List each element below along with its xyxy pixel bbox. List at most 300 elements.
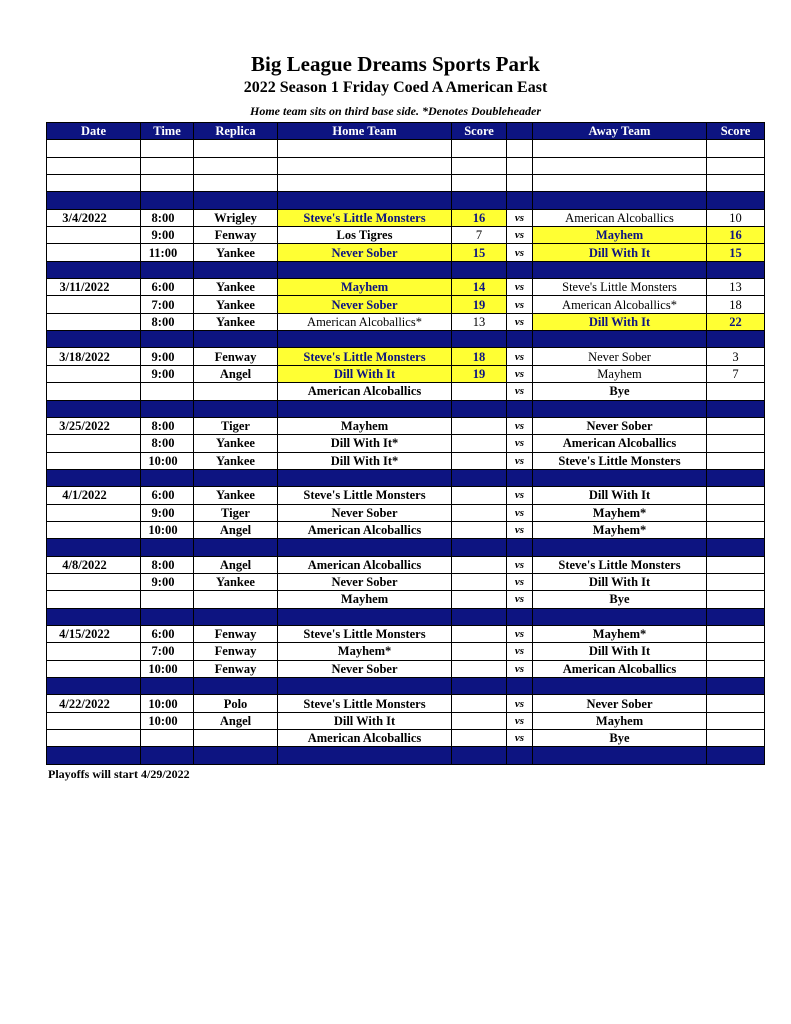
separator-cell xyxy=(533,747,707,764)
game-date xyxy=(47,227,141,244)
game-time: 9:00 xyxy=(141,365,194,382)
separator-cell xyxy=(707,331,765,348)
week-separator xyxy=(47,747,765,764)
separator-cell xyxy=(194,331,278,348)
separator-cell xyxy=(194,678,278,695)
home-team: Mayhem xyxy=(278,279,452,296)
home-score xyxy=(452,521,507,538)
game-field: Yankee xyxy=(194,452,278,469)
away-team: Steve's Little Monsters xyxy=(533,452,707,469)
separator-cell xyxy=(507,192,533,209)
game-row xyxy=(47,244,765,261)
game-row xyxy=(47,625,765,642)
game-time: 10:00 xyxy=(141,712,194,729)
separator-cell xyxy=(452,747,507,764)
away-score xyxy=(707,417,765,434)
game-field: Yankee xyxy=(194,279,278,296)
separator-cell xyxy=(707,747,765,764)
game-date xyxy=(47,521,141,538)
game-time xyxy=(141,730,194,747)
game-field: Yankee xyxy=(194,573,278,590)
game-date xyxy=(47,365,141,382)
schedule-body xyxy=(47,140,765,764)
home-team: Never Sober xyxy=(278,296,452,313)
game-date: 4/1/2022 xyxy=(47,487,141,504)
game-row xyxy=(47,383,765,400)
col-vs xyxy=(507,123,533,140)
away-team: Steve's Little Monsters xyxy=(533,556,707,573)
empty-cell xyxy=(194,157,278,174)
away-score xyxy=(707,625,765,642)
game-field xyxy=(194,591,278,608)
game-time: 6:00 xyxy=(141,279,194,296)
game-time xyxy=(141,383,194,400)
empty-cell xyxy=(533,157,707,174)
game-date xyxy=(47,712,141,729)
col-time: Time xyxy=(141,123,194,140)
separator-cell xyxy=(533,192,707,209)
game-field: Angel xyxy=(194,712,278,729)
empty-cell xyxy=(278,140,452,157)
empty-cell xyxy=(47,157,141,174)
game-row xyxy=(47,487,765,504)
away-score xyxy=(707,487,765,504)
game-row xyxy=(47,227,765,244)
separator-cell xyxy=(278,192,452,209)
home-team: Mayhem xyxy=(278,417,452,434)
vs-label: vs xyxy=(507,504,533,521)
empty-cell xyxy=(707,175,765,192)
home-team: Los Tigres xyxy=(278,227,452,244)
vs-label: vs xyxy=(507,417,533,434)
away-score xyxy=(707,504,765,521)
separator-cell xyxy=(452,331,507,348)
separator-cell xyxy=(452,469,507,486)
separator-cell xyxy=(278,469,452,486)
away-score xyxy=(707,660,765,677)
separator-cell xyxy=(194,539,278,556)
col-away-score: Score xyxy=(707,123,765,140)
away-score: 13 xyxy=(707,279,765,296)
vs-label: vs xyxy=(507,730,533,747)
home-score xyxy=(452,573,507,590)
game-field xyxy=(194,730,278,747)
separator-cell xyxy=(507,539,533,556)
game-date xyxy=(47,591,141,608)
home-team: American Alcoballics xyxy=(278,383,452,400)
game-time: 9:00 xyxy=(141,348,194,365)
away-team: American Alcoballics xyxy=(533,435,707,452)
separator-cell xyxy=(278,678,452,695)
vs-label: vs xyxy=(507,296,533,313)
home-score xyxy=(452,452,507,469)
away-team: Dill With It xyxy=(533,313,707,330)
playoffs-note: Playoffs will start 4/29/2022 xyxy=(48,767,190,781)
game-date: 3/18/2022 xyxy=(47,348,141,365)
game-time: 6:00 xyxy=(141,625,194,642)
separator-cell xyxy=(278,747,452,764)
home-score xyxy=(452,643,507,660)
home-score xyxy=(452,591,507,608)
game-field: Angel xyxy=(194,556,278,573)
separator-cell xyxy=(141,331,194,348)
game-time xyxy=(141,591,194,608)
game-time: 11:00 xyxy=(141,244,194,261)
game-date: 4/22/2022 xyxy=(47,695,141,712)
away-score xyxy=(707,643,765,660)
game-row xyxy=(47,296,765,313)
separator-cell xyxy=(47,747,141,764)
game-field: Yankee xyxy=(194,435,278,452)
week-separator xyxy=(47,539,765,556)
empty-row xyxy=(47,140,765,157)
empty-cell xyxy=(452,140,507,157)
separator-cell xyxy=(452,678,507,695)
game-time: 9:00 xyxy=(141,504,194,521)
week-separator xyxy=(47,469,765,486)
away-team: Never Sober xyxy=(533,417,707,434)
home-team: American Alcoballics* xyxy=(278,313,452,330)
home-team: American Alcoballics xyxy=(278,556,452,573)
separator-cell xyxy=(707,261,765,278)
separator-cell xyxy=(47,400,141,417)
empty-cell xyxy=(533,175,707,192)
separator-cell xyxy=(507,400,533,417)
away-score: 22 xyxy=(707,313,765,330)
game-time: 8:00 xyxy=(141,435,194,452)
home-score: 13 xyxy=(452,313,507,330)
away-team: Mayhem xyxy=(533,712,707,729)
game-time: 10:00 xyxy=(141,521,194,538)
empty-row xyxy=(47,157,765,174)
game-date xyxy=(47,383,141,400)
empty-cell xyxy=(278,157,452,174)
empty-cell xyxy=(507,157,533,174)
away-team: Bye xyxy=(533,591,707,608)
empty-cell xyxy=(707,157,765,174)
vs-label: vs xyxy=(507,244,533,261)
away-team: Dill With It xyxy=(533,487,707,504)
separator-cell xyxy=(707,608,765,625)
vs-label: vs xyxy=(507,452,533,469)
game-field: Wrigley xyxy=(194,209,278,226)
away-team: Mayhem xyxy=(533,227,707,244)
game-row xyxy=(47,313,765,330)
separator-cell xyxy=(507,469,533,486)
game-row xyxy=(47,660,765,677)
empty-cell xyxy=(141,140,194,157)
separator-cell xyxy=(533,261,707,278)
empty-cell xyxy=(452,157,507,174)
away-team: Steve's Little Monsters xyxy=(533,279,707,296)
game-row xyxy=(47,435,765,452)
separator-cell xyxy=(707,539,765,556)
vs-label: vs xyxy=(507,227,533,244)
vs-label: vs xyxy=(507,625,533,642)
game-time: 7:00 xyxy=(141,296,194,313)
vs-label: vs xyxy=(507,712,533,729)
empty-cell xyxy=(141,175,194,192)
empty-row xyxy=(47,175,765,192)
game-row xyxy=(47,730,765,747)
home-score xyxy=(452,556,507,573)
game-time: 8:00 xyxy=(141,417,194,434)
away-score: 7 xyxy=(707,365,765,382)
game-row xyxy=(47,521,765,538)
separator-cell xyxy=(194,192,278,209)
col-replica: Replica xyxy=(194,123,278,140)
game-row xyxy=(47,591,765,608)
game-field: Tiger xyxy=(194,417,278,434)
game-time: 9:00 xyxy=(141,573,194,590)
separator-cell xyxy=(452,400,507,417)
game-row xyxy=(47,452,765,469)
away-team: American Alcoballics* xyxy=(533,296,707,313)
game-field: Yankee xyxy=(194,313,278,330)
empty-cell xyxy=(141,157,194,174)
empty-cell xyxy=(507,175,533,192)
page-title: Big League Dreams Sports Park xyxy=(251,52,540,76)
home-score xyxy=(452,504,507,521)
week-separator xyxy=(47,192,765,209)
game-field: Yankee xyxy=(194,244,278,261)
vs-label: vs xyxy=(507,348,533,365)
col-home-score: Score xyxy=(452,123,507,140)
game-field: Tiger xyxy=(194,504,278,521)
game-field: Fenway xyxy=(194,227,278,244)
separator-cell xyxy=(278,331,452,348)
home-score xyxy=(452,383,507,400)
away-score: 10 xyxy=(707,209,765,226)
separator-cell xyxy=(533,400,707,417)
separator-cell xyxy=(507,608,533,625)
game-field: Angel xyxy=(194,365,278,382)
empty-cell xyxy=(452,175,507,192)
empty-cell xyxy=(278,175,452,192)
away-team: Bye xyxy=(533,383,707,400)
separator-cell xyxy=(47,261,141,278)
home-score xyxy=(452,487,507,504)
home-team: American Alcoballics xyxy=(278,521,452,538)
separator-cell xyxy=(47,539,141,556)
home-score xyxy=(452,660,507,677)
separator-cell xyxy=(141,539,194,556)
home-score: 19 xyxy=(452,365,507,382)
home-score: 18 xyxy=(452,348,507,365)
game-row xyxy=(47,573,765,590)
empty-cell xyxy=(47,140,141,157)
away-score: 3 xyxy=(707,348,765,365)
home-team: Dill With It* xyxy=(278,452,452,469)
separator-cell xyxy=(141,469,194,486)
game-date xyxy=(47,504,141,521)
game-date xyxy=(47,296,141,313)
game-row xyxy=(47,365,765,382)
vs-label: vs xyxy=(507,365,533,382)
game-row xyxy=(47,417,765,434)
separator-cell xyxy=(194,469,278,486)
game-row xyxy=(47,209,765,226)
game-row xyxy=(47,643,765,660)
separator-cell xyxy=(452,608,507,625)
away-score: 18 xyxy=(707,296,765,313)
game-date xyxy=(47,313,141,330)
game-time: 7:00 xyxy=(141,643,194,660)
home-team: Steve's Little Monsters xyxy=(278,209,452,226)
home-team: Steve's Little Monsters xyxy=(278,348,452,365)
separator-cell xyxy=(47,608,141,625)
home-score xyxy=(452,435,507,452)
game-row xyxy=(47,504,765,521)
away-team: Never Sober xyxy=(533,348,707,365)
vs-label: vs xyxy=(507,643,533,660)
separator-cell xyxy=(141,192,194,209)
home-score: 19 xyxy=(452,296,507,313)
separator-cell xyxy=(194,400,278,417)
week-separator xyxy=(47,608,765,625)
game-time: 10:00 xyxy=(141,452,194,469)
vs-label: vs xyxy=(507,591,533,608)
separator-cell xyxy=(141,678,194,695)
game-date xyxy=(47,452,141,469)
empty-cell xyxy=(507,140,533,157)
separator-cell xyxy=(278,539,452,556)
week-separator xyxy=(47,400,765,417)
separator-cell xyxy=(533,608,707,625)
separator-cell xyxy=(47,469,141,486)
separator-cell xyxy=(533,469,707,486)
game-time: 8:00 xyxy=(141,313,194,330)
home-score xyxy=(452,625,507,642)
game-time: 10:00 xyxy=(141,695,194,712)
separator-cell xyxy=(533,539,707,556)
game-field xyxy=(194,383,278,400)
schedule-table xyxy=(46,122,765,765)
empty-cell xyxy=(533,140,707,157)
schedule-note: Home team sits on third base side. *Denotes Doubleheader xyxy=(250,104,541,118)
game-date: 4/8/2022 xyxy=(47,556,141,573)
away-score xyxy=(707,591,765,608)
home-team: Never Sober xyxy=(278,244,452,261)
separator-cell xyxy=(452,539,507,556)
vs-label: vs xyxy=(507,209,533,226)
away-score: 16 xyxy=(707,227,765,244)
vs-label: vs xyxy=(507,521,533,538)
game-row xyxy=(47,695,765,712)
separator-cell xyxy=(707,469,765,486)
home-score xyxy=(452,417,507,434)
separator-cell xyxy=(278,261,452,278)
separator-cell xyxy=(507,261,533,278)
away-team: Mayhem* xyxy=(533,504,707,521)
away-score xyxy=(707,730,765,747)
separator-cell xyxy=(533,678,707,695)
away-team: Bye xyxy=(533,730,707,747)
vs-label: vs xyxy=(507,695,533,712)
separator-cell xyxy=(141,400,194,417)
home-score: 15 xyxy=(452,244,507,261)
separator-cell xyxy=(47,331,141,348)
separator-cell xyxy=(194,261,278,278)
empty-cell xyxy=(194,175,278,192)
home-team: Dill With It* xyxy=(278,435,452,452)
separator-cell xyxy=(452,261,507,278)
game-row xyxy=(47,348,765,365)
home-team: Never Sober xyxy=(278,573,452,590)
vs-label: vs xyxy=(507,573,533,590)
away-team: American Alcoballics xyxy=(533,209,707,226)
away-score: 15 xyxy=(707,244,765,261)
separator-cell xyxy=(507,747,533,764)
header-row xyxy=(47,123,765,140)
game-date xyxy=(47,244,141,261)
home-score xyxy=(452,695,507,712)
away-score xyxy=(707,383,765,400)
separator-cell xyxy=(707,400,765,417)
separator-cell xyxy=(507,331,533,348)
away-team: Never Sober xyxy=(533,695,707,712)
game-field: Yankee xyxy=(194,487,278,504)
separator-cell xyxy=(707,678,765,695)
away-team: Mayhem* xyxy=(533,521,707,538)
game-row xyxy=(47,712,765,729)
game-row xyxy=(47,556,765,573)
home-team: American Alcoballics xyxy=(278,730,452,747)
game-field: Yankee xyxy=(194,296,278,313)
away-team: Dill With It xyxy=(533,244,707,261)
vs-label: vs xyxy=(507,279,533,296)
away-team: American Alcoballics xyxy=(533,660,707,677)
vs-label: vs xyxy=(507,556,533,573)
empty-cell xyxy=(47,175,141,192)
game-time: 10:00 xyxy=(141,660,194,677)
separator-cell xyxy=(707,192,765,209)
game-field: Fenway xyxy=(194,625,278,642)
vs-label: vs xyxy=(507,313,533,330)
vs-label: vs xyxy=(507,487,533,504)
separator-cell xyxy=(533,331,707,348)
game-time: 8:00 xyxy=(141,556,194,573)
home-score: 14 xyxy=(452,279,507,296)
game-date xyxy=(47,643,141,660)
separator-cell xyxy=(141,747,194,764)
away-score xyxy=(707,573,765,590)
game-time: 6:00 xyxy=(141,487,194,504)
separator-cell xyxy=(47,192,141,209)
away-score xyxy=(707,695,765,712)
home-team: Never Sober xyxy=(278,504,452,521)
away-team: Mayhem* xyxy=(533,625,707,642)
away-score xyxy=(707,712,765,729)
home-team: Never Sober xyxy=(278,660,452,677)
game-date: 3/4/2022 xyxy=(47,209,141,226)
home-team: Dill With It xyxy=(278,712,452,729)
away-team: Mayhem xyxy=(533,365,707,382)
week-separator xyxy=(47,261,765,278)
week-separator xyxy=(47,331,765,348)
game-field: Fenway xyxy=(194,348,278,365)
separator-cell xyxy=(194,608,278,625)
page-subtitle: 2022 Season 1 Friday Coed A American East xyxy=(243,79,548,96)
home-score: 16 xyxy=(452,209,507,226)
home-score xyxy=(452,730,507,747)
empty-cell xyxy=(707,140,765,157)
vs-label: vs xyxy=(507,435,533,452)
separator-cell xyxy=(452,192,507,209)
game-date xyxy=(47,573,141,590)
empty-cell xyxy=(194,140,278,157)
home-score xyxy=(452,712,507,729)
